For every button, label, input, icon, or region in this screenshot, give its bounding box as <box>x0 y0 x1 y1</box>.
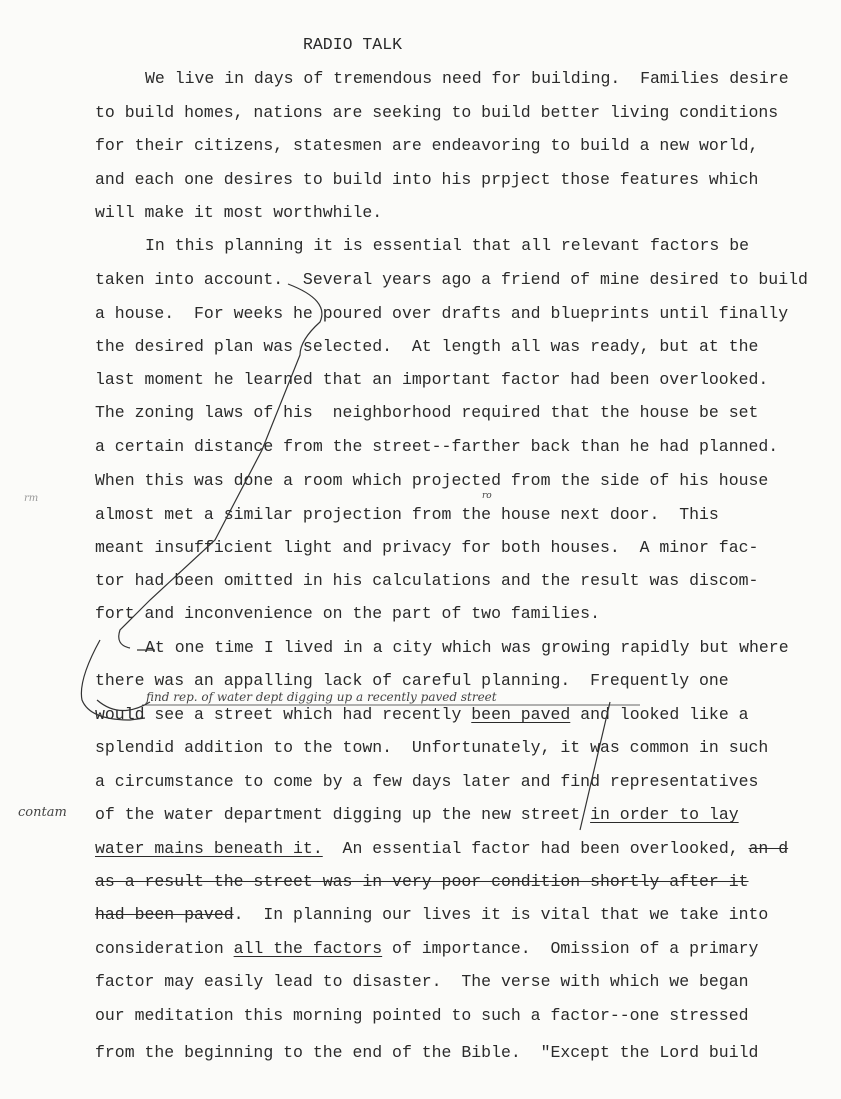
text-line <box>95 103 778 123</box>
text-line <box>95 604 600 624</box>
text-line <box>145 638 789 658</box>
text-segment: and looked like a <box>570 705 749 724</box>
struck-text: had been paved <box>95 905 234 924</box>
text-segment: there was an appalling lack of careful planning. Frequently one <box>95 671 729 690</box>
text-segment: fort and inconvenience on the part of two families. <box>95 604 600 623</box>
struck-text: an d <box>748 839 789 858</box>
underlined-text: water mains beneath it. <box>95 839 323 858</box>
text-segment: consideration <box>95 939 234 958</box>
text-line <box>145 236 749 256</box>
text-line <box>95 437 778 457</box>
text-segment: meant insufficient light and privacy for both houses. A minor fac- <box>95 538 759 557</box>
text-segment: a house. For weeks he poured over drafts and blueprints until finally <box>95 304 789 323</box>
text-segment: of importance. Omission of a primary <box>382 939 759 958</box>
text-segment: a circumstance to come by a few days later and find representatives <box>95 772 759 791</box>
underlined-text: in order to lay <box>590 805 739 824</box>
text-segment: for their citizens, statesmen are endeavoring to build a new world, <box>95 136 759 155</box>
document-title: RADIO TALK <box>303 35 403 54</box>
text-segment: An essential factor had been overlooked, <box>322 839 749 858</box>
text-line <box>95 471 768 491</box>
handwritten-correction: ro <box>482 491 492 501</box>
text-segment: and each one desires to build into his prpject those features which <box>95 170 759 189</box>
text-segment: The zoning laws of his neighborhood required that the house be set <box>95 403 759 422</box>
text-segment: a certain distance from the street--farther back than he had planned. <box>95 437 779 456</box>
text-line <box>145 69 789 89</box>
text-segment: tor had been omitted in his calculations and the result was discom- <box>95 571 759 590</box>
text-segment: In this planning it is essential that all relevant factors be <box>145 236 749 255</box>
handwritten-interlinear-note: find rep. of water dept digging up a recently paved street <box>146 690 497 704</box>
text-segment: factor may easily lead to disaster. The verse with which we began <box>95 972 749 991</box>
text-line <box>95 705 749 725</box>
text-segment: almost met a similar projection from the house next door. This <box>95 505 719 524</box>
text-segment: We live in days of tremendous need for building. Families desire <box>145 69 789 88</box>
text-line <box>95 403 758 423</box>
text-line <box>95 905 768 925</box>
handwritten-margin-note: contam <box>18 805 67 820</box>
text-line <box>95 571 758 591</box>
text-line <box>95 505 719 525</box>
underlined-text: been paved <box>471 705 571 724</box>
text-line <box>95 939 758 959</box>
text-line <box>95 170 758 190</box>
struck-text: as a result the street was in very poor condition shortly after it <box>95 872 749 891</box>
text-line <box>95 136 758 156</box>
text-line <box>95 671 729 691</box>
underlined-text: all the factors <box>233 939 383 958</box>
text-line <box>95 972 749 992</box>
text-segment: . In planning our lives it is vital that we take into <box>233 905 769 924</box>
text-segment: At one time I lived in a city which was growing rapidly but where <box>145 638 789 657</box>
text-segment: will make it most worthwhile. <box>95 203 383 222</box>
text-line <box>95 839 788 859</box>
text-line <box>95 772 758 792</box>
text-line <box>95 337 758 357</box>
text-segment: last moment he learned that an important factor had been overlooked. <box>95 370 769 389</box>
text-line <box>95 270 808 290</box>
text-line <box>95 203 382 223</box>
text-segment: from the beginning to the end of the Bible. "Except the Lord build <box>95 1043 759 1062</box>
text-segment: the desired plan was selected. At length all was ready, but at the <box>95 337 759 356</box>
text-line <box>95 872 749 892</box>
text-segment: our meditation this morning pointed to such a factor--one stressed <box>95 1006 749 1025</box>
text-line <box>95 304 788 324</box>
text-line <box>95 370 768 390</box>
text-line <box>95 805 739 825</box>
text-segment: to build homes, nations are seeking to build better living conditions <box>95 103 779 122</box>
text-segment: When this was done a room which projected from the side of his house <box>95 471 769 490</box>
text-segment: taken into account. Several years ago a friend of mine desired to build <box>95 270 808 289</box>
text-segment: splendid addition to the town. Unfortunately, it was common in such <box>95 738 769 757</box>
text-segment: of the water department digging up the new street <box>95 805 591 824</box>
text-line <box>95 738 768 758</box>
text-line <box>95 1006 749 1026</box>
text-segment: would see a street which had recently <box>95 705 472 724</box>
text-line <box>95 1043 758 1063</box>
handwritten-margin-note: rm <box>24 493 39 504</box>
text-line <box>95 538 758 558</box>
